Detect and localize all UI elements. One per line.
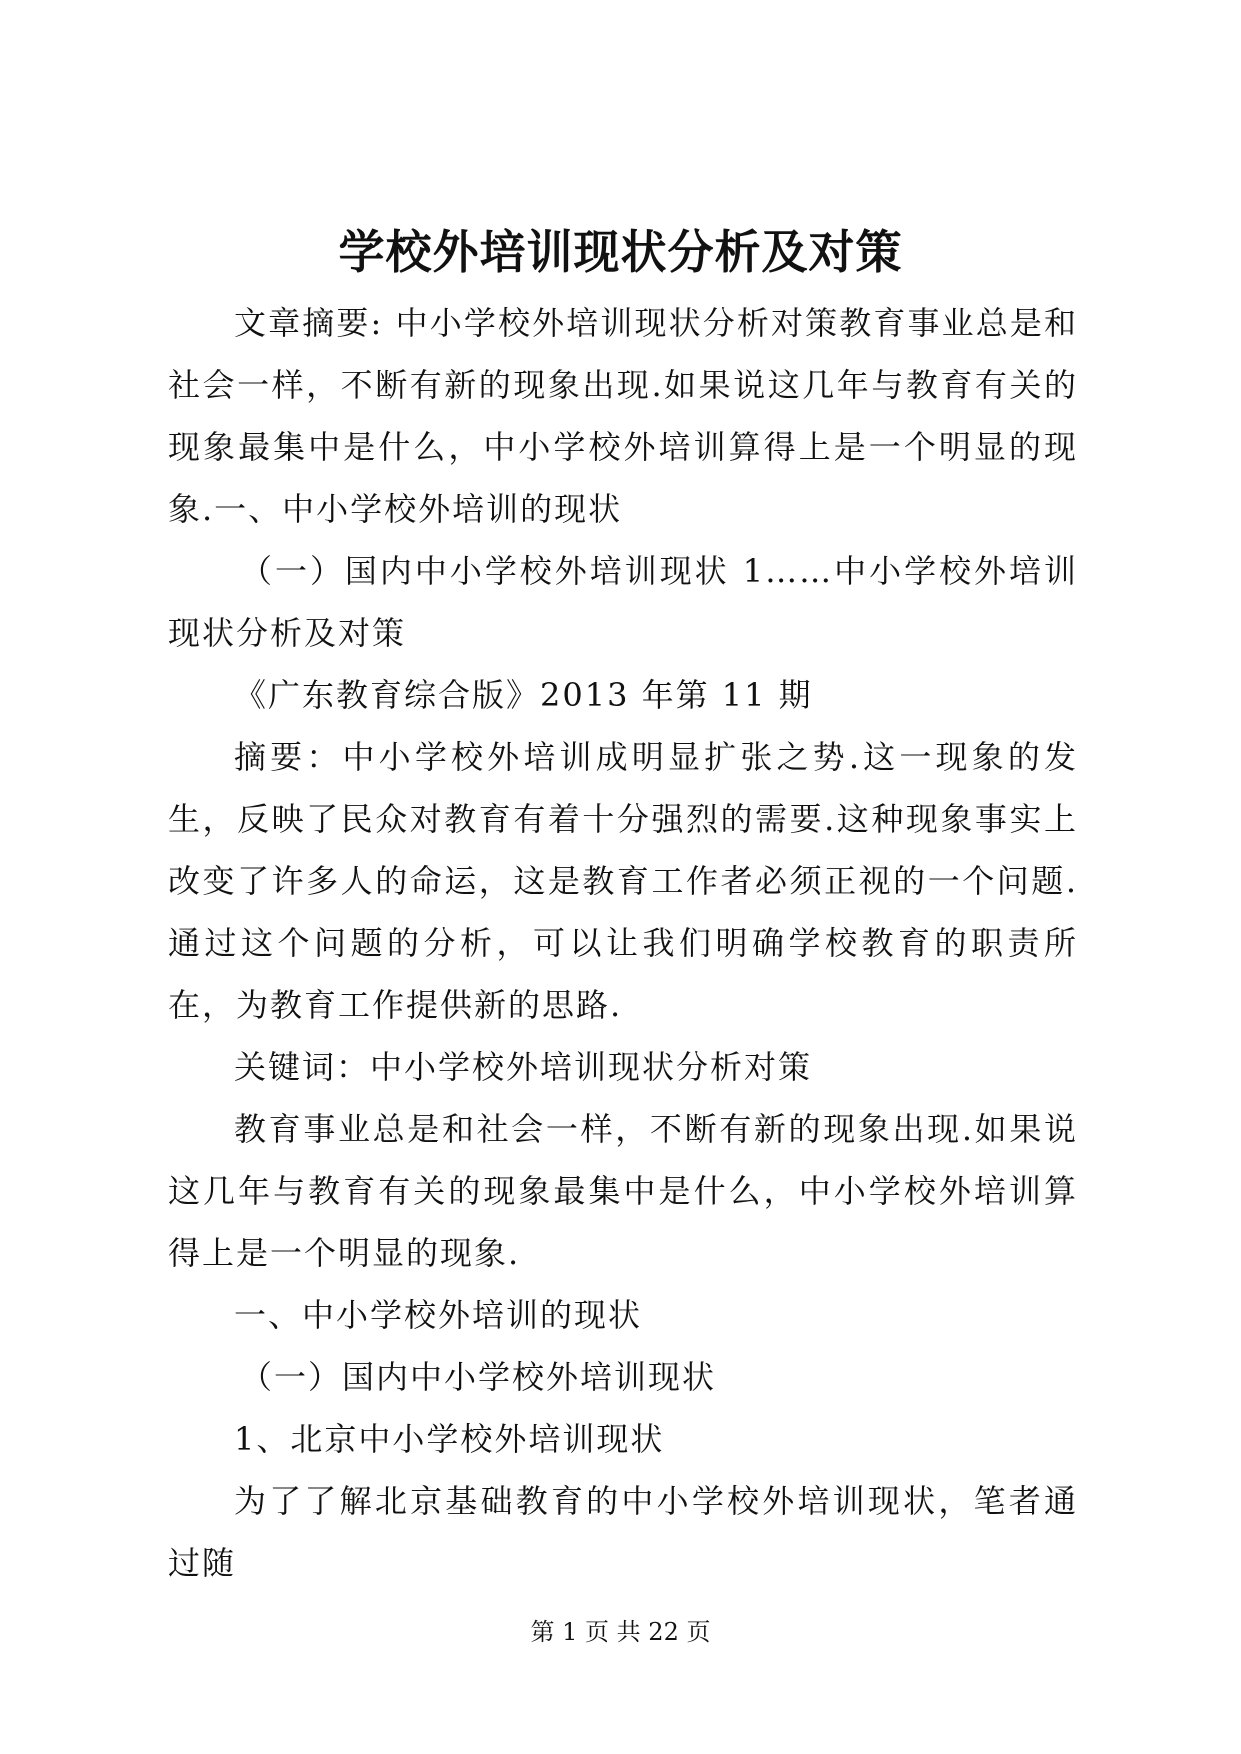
page-number-footer: 第 1 页 共 22 页 <box>530 1618 711 1646</box>
document-title: 学校外培训现状分析及对策 <box>338 225 903 279</box>
section-heading-1: 一、中小学校外培训的现状 <box>234 1296 643 1334</box>
paragraph-beijing-survey: 为了了解北京基础教育的中小学校外培训现状，笔者通过随 <box>168 1482 1078 1582</box>
paragraph-intro: 教育事业总是和社会一样，不断有新的现象出现.如果说这几年与教育有关的现象最集中是什么，中小学校外培训算得上是一个明显的现象. <box>168 1110 1078 1272</box>
subsection-heading-beijing: 1、北京中小学校外培训现状 <box>234 1420 665 1458</box>
paragraph-domestic-status-heading: （一）国内中小学校外培训现状 1……中小学校外培训现状分析及对策 <box>168 552 1078 652</box>
paragraph-abstract: 摘要：中小学校外培训成明显扩张之势.这一现象的发生，反映了民众对教育有着十分强烈的需要.这种现象事实上改变了许多人的命运，这是教育工作者必须正视的一个问题.通过这个问题的分析，可以让我们明确学校教育的职责所在，为教育工作提供新的思路. <box>168 738 1078 1024</box>
paragraph-keywords: 关键词：中小学校外培训现状分析对策 <box>234 1048 813 1086</box>
document-body <box>168 292 1078 1594</box>
paragraph-source: 《广东教育综合版》2013 年第 11 期 <box>234 676 813 714</box>
paragraph-abstract-summary: 文章摘要: 中小学校外培训现状分析对策教育事业总是和社会一样，不断有新的现象出现.如果说这几年与教育有关的现象最集中是什么，中小学校外培训算得上是一个明显的现象.一、中小学校外培训的现状 <box>168 304 1078 528</box>
subsection-heading-1-1: （一）国内中小学校外培训现状 <box>240 1358 717 1396</box>
